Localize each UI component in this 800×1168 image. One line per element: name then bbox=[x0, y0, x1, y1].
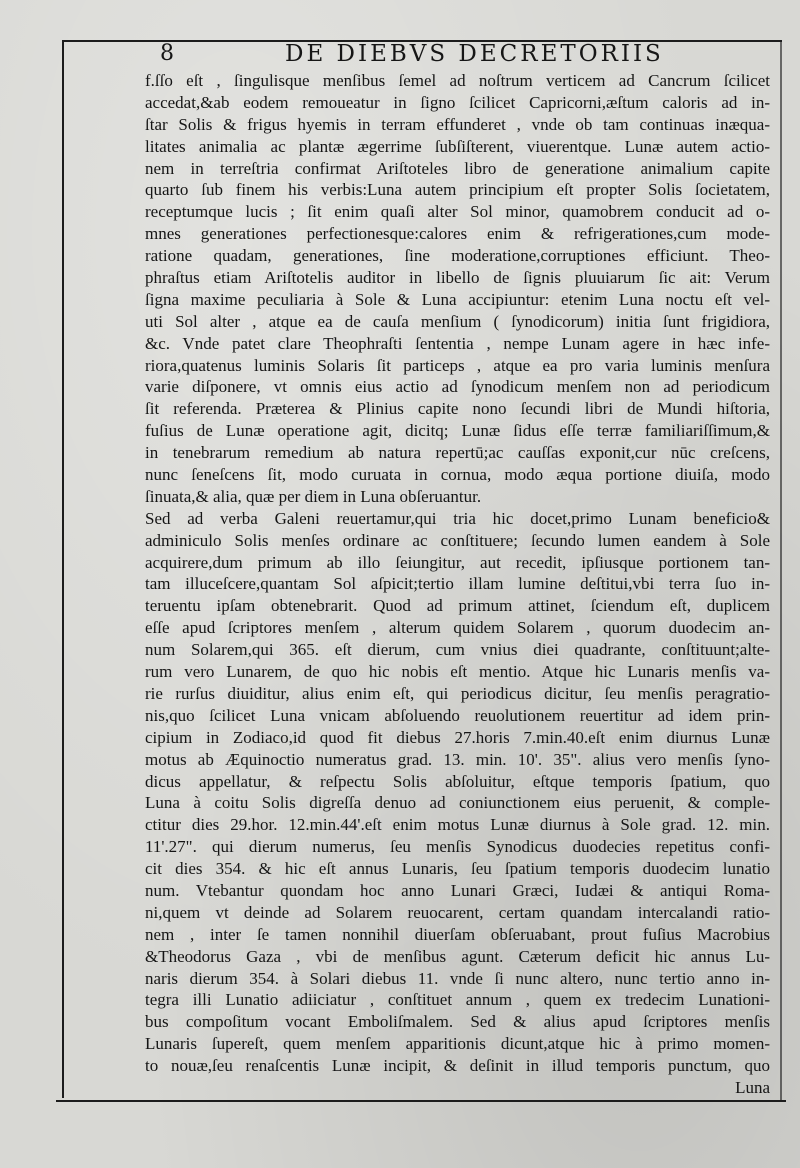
running-head: DE DIEBVS DECRETORIIS bbox=[285, 41, 664, 67]
text-line: eſſe apud ſcriptores menſem , alterum quidem Solarem , quorum duodecim an- bbox=[145, 618, 770, 638]
text-line: accedat,&ab eodem remoueatur in ſigno ſcilicet Capricorni,æſtum caloris ad in- bbox=[145, 92, 770, 112]
text-line: dicus appellatur, & reſpectu Solis abſoluitur, eſtque temporis ſpatium, quo bbox=[145, 771, 770, 791]
text-line: receptumque lucis ; ſit enim quaſi alter Sol minor, quamobrem conducit ad o- bbox=[145, 202, 770, 222]
text-line: &Theodorus Gaza , vbi de menſibus agunt. Cæterum deficit hic annus Lu- bbox=[145, 946, 770, 966]
page-number: 8 bbox=[160, 41, 174, 66]
text-line: Luna à coitu Solis digreſſa denuo ad coniunctionem eius peruenit, & comple- bbox=[145, 793, 770, 813]
text-line: quarto ſub finem his verbis:Luna autem principium eſt propter Solis ſocietatem, bbox=[145, 180, 770, 200]
text-line: motus ab Æquinoctio numeratus grad. 13. min. 10'. 35". alius vero menſis ſyno- bbox=[145, 749, 770, 769]
left-margin-rule bbox=[62, 40, 64, 1098]
text-line: nem , inter ſe tamen nonnihil diuerſam obſeruabant, prout fuſius Macrobius bbox=[145, 924, 770, 944]
text-line: nis,quo ſcilicet Luna vnicam abſoluendo reuolutionem reuertitur ad idem prin- bbox=[145, 705, 770, 725]
catchword: Luna bbox=[735, 1077, 770, 1097]
text-line: riora,quatenus luminis Solaris ſit particeps , atque ea pro varia luminis menſura bbox=[145, 355, 770, 375]
text-line: varie diſponere, vt omnis eius actio ad ſynodicum menſem non ad periodicum bbox=[145, 377, 770, 397]
text-line: Lunaris ſupereſt, quem menſem apparitionis dicunt,atque hic à primo momen- bbox=[145, 1034, 770, 1054]
text-line: naris dierum 354. à Solari diebus 11. vnde ſi nunc altero, nunc tertio anno in- bbox=[145, 968, 770, 988]
text-line: to nouæ,ſeu renaſcentis Lunæ incipit, & deſinit in illud temporis punctum, quo bbox=[145, 1056, 770, 1076]
text-line: tam illuceſcere,quantam Sol aſpicit;tertio illam lumine deſtitui,vbi terra ſuo in- bbox=[145, 574, 770, 594]
text-line: rie rurſus diuiditur, alius enim eſt, qui periodicus dicitur, ſeu menſis peragratio- bbox=[145, 683, 770, 703]
text-line: tegra illi Lunatio adiiciatur , conſtituet annum , quem ex tredecim Lunationi- bbox=[145, 990, 770, 1010]
text-line: cipium in Zodiaco,id quod fit diebus 27.horis 7.min.40.eſt enim diurnus Lunæ bbox=[145, 727, 770, 747]
text-line: num. Vtebantur quondam hoc anno Lunari Græci, Iudæi & antiqui Roma- bbox=[145, 880, 770, 900]
text-line: adminiculo Solis menſes ordinare ac conſtituere; ſecundo lumen eandem à Sole bbox=[145, 530, 770, 550]
text-line: uti Sol alter , atque ea de cauſa menſium ( ſynodicorum) initia ſunt frigidiora, bbox=[145, 311, 770, 331]
right-margin-rule bbox=[780, 40, 782, 1100]
text-line: nem in terreſtria confirmat Ariſtoteles libro de generatione animalium capite bbox=[145, 158, 770, 178]
text-line: phraſtus etiam Ariſtotelis auditor in libello de ſignis pluuiarum ſic ait: Verum bbox=[145, 268, 770, 288]
text-line: nunc ſeneſcens ſit, modo curuata in cornua, modo æqua portione diuiſa, modo bbox=[145, 465, 770, 485]
text-line: ratione quadam, generationes, ſine moderatione,corruptiones efficiunt. Theo- bbox=[145, 246, 770, 266]
text-line: num Solarem,qui 365. eſt dierum, cum vnius diei quadrante, conſtituunt;alte- bbox=[145, 640, 770, 660]
text-line: cit dies 354. & hic eſt annus Lunaris, ſeu ſpatium temporis duodecim lunatio bbox=[145, 859, 770, 879]
text-line: 11'.27". qui dierum numerus, ſeu menſis Synodicus duodecies repetitus confi- bbox=[145, 837, 770, 857]
text-line: in tenebrarum remedium ab natura repertū;ac cauſſas exponit,cur nūc creſcens, bbox=[145, 443, 770, 463]
text-line: f.ſſo eſt , ſingulisque menſibus ſemel ad noſtrum verticem ad Cancrum ſcilicet bbox=[145, 71, 770, 90]
text-line: rum vero Lunarem, de quo hic nobis eſt mentio. Atque hic Lunaris menſis va- bbox=[145, 662, 770, 682]
text-body bbox=[145, 70, 770, 1099]
text-line: ſinuata,& alia, quæ per diem in Luna obſeruantur. bbox=[145, 486, 482, 506]
page-header bbox=[70, 40, 775, 70]
text-line: ni,quem vt deinde ad Solarem reuocarent, certam quandam intercalandi ratio- bbox=[145, 902, 770, 922]
text-line: bus compoſitum vocant Emboliſmalem. Sed & alius apud ſcriptores menſis bbox=[145, 1012, 770, 1032]
text-line: mnes generationes perfectionesque:calores enim & refrigerationes,cum mode- bbox=[145, 224, 770, 244]
text-line: ſigna maxime peculiaria à Sole & Luna accipiuntur: etenim Luna noctu eſt vel- bbox=[145, 289, 770, 309]
text-line: litates animalia ac plantæ ægerrime ſubſiſterent, viuerentque. Lunæ autem actio- bbox=[145, 136, 770, 156]
text-line: acquirere,dum primum ab illo ſeiungitur, aut recedit, ipſiusque portionem tan- bbox=[145, 552, 770, 572]
text-line: teruentu ipſam obtenebrarit. Quod ad primum attinet, ſciendum eſt, duplicem bbox=[145, 596, 770, 616]
text-line: ſtar Solis & frigus hyemis in terram effunderet , vnde ob tam continuas inæqua- bbox=[145, 114, 770, 134]
text-line: &c. Vnde patet clare Theophraſti ſententia , nempe Lunam agere in hæc infe- bbox=[145, 333, 770, 353]
text-line: fuſius de Lunæ operatione agit, dicitq; Lunæ ſidus eſſe terræ familiariſſimum,& bbox=[145, 421, 770, 441]
text-line: ſit referenda. Præterea & Plinius capite nono ſecundi libri de Mundi hiſtoria, bbox=[145, 399, 770, 419]
footer-rule bbox=[56, 1100, 786, 1102]
text-line: ctitur dies 29.hor. 12.min.44'.eſt enim motus Lunæ diurnus à Sole grad. 12. min. bbox=[145, 815, 770, 835]
text-line: Sed ad verba Galeni reuertamur,qui tria hic docet,primo Lunam beneficio& bbox=[145, 508, 770, 528]
